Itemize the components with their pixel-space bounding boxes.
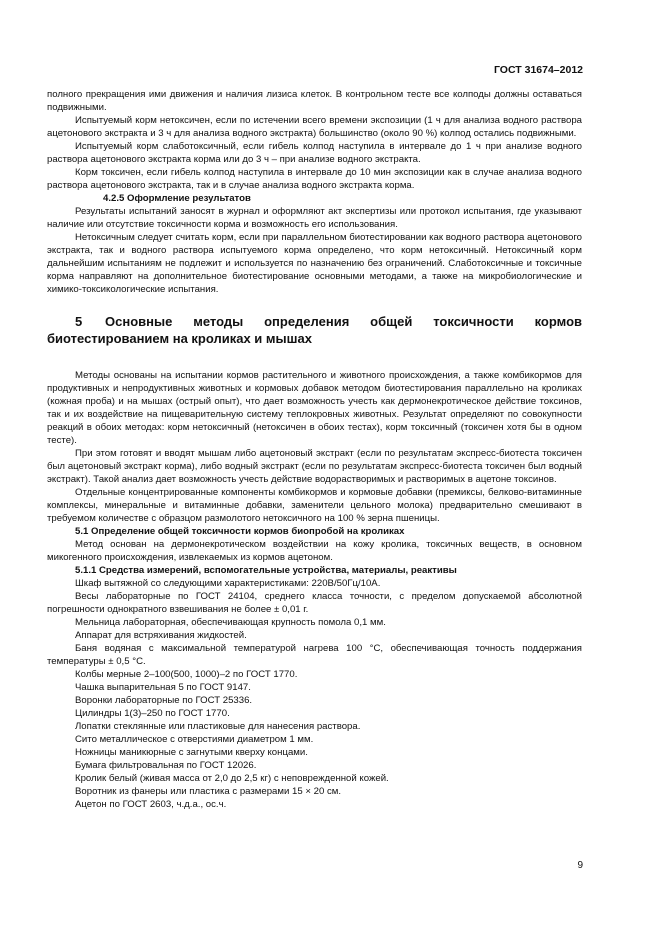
- paragraph-4: Корм токсичен, если гибель колпод наступила в интервале до 10 мин экспозиции как в случае анализа водного раствора ацетонового экстракта, так и в случае анализа водного экстракта корма.: [47, 167, 582, 191]
- equipment-item: Лопатки стеклянные или пластиковые для нанесения раствора.: [75, 721, 361, 732]
- paragraph-2: Испытуемый корм нетоксичен, если по истечении всего времени экспозиции (1 ч для анализа водного раствора ацетонового экстракта и 3 ч для анализа водного экстракта) большинство (около 90 %) колпод остались подвижными.: [47, 115, 582, 139]
- paragraph-1: полного прекращения ими движения и наличия лизиса клеток. В контрольном тесте все колподы должны оставаться подвижными.: [47, 89, 582, 113]
- equipment-item: Сито металлическое с отверстиями диаметром 1 мм.: [75, 734, 314, 745]
- equipment-item: Шкаф вытяжной со следующими характеристиками: 220В/50Гц/10А.: [75, 578, 381, 589]
- equipment-item: Колбы мерные 2–100(500, 1000)–2 по ГОСТ 1770.: [75, 669, 298, 680]
- page-number: 9: [577, 860, 583, 871]
- subsection-4-2-5-title: Оформление результатов: [127, 193, 251, 204]
- equipment-item: Аппарат для встряхивания жидкостей.: [75, 630, 247, 641]
- equipment-item: Цилиндры 1(3)–250 по ГОСТ 1770.: [75, 708, 230, 719]
- paragraph-8: При этом готовят и вводят мышам либо ацетоновый экстракт (если по результатам экспресс-биотеста токсичен был ацетоновый экстракт корма), либо водный экстракт (если по результатам экспресс-биотеста токсичен был водный экстракт). Такой анализ дает возможность учесть действие водорастворимых и растворимых в ацетоне токсинов.: [47, 448, 582, 485]
- subsection-4-2-5-heading: [47, 192, 582, 205]
- equipment-item: Воронки лабораторные по ГОСТ 25336.: [75, 695, 253, 706]
- equipment-item: Воротник из фанеры или пластика с размерами 15 × 20 см.: [75, 786, 342, 797]
- document-header-code: ГОСТ 31674–2012: [493, 64, 583, 76]
- equipment-item: Ножницы маникюрные с загнутыми кверху концами.: [75, 747, 308, 758]
- section-5-number: 5: [75, 314, 83, 329]
- equipment-item: Бумага фильтровальная по ГОСТ 12026.: [75, 760, 257, 771]
- document-body: [47, 88, 582, 811]
- equipment-item: Чашка выпарительная 5 по ГОСТ 9147.: [75, 682, 251, 693]
- subsection-5-1-heading: 5.1 Определение общей токсичности кормов биопробой на кроликах: [75, 526, 405, 537]
- paragraph-10: Метод основан на дермонекротическом воздействии на кожу кролика, токсичных веществ, в основном микогенного происхождения, извлекаемых из кормов ацетоном.: [47, 539, 582, 563]
- section-5-heading: [47, 313, 582, 347]
- equipment-item: Ацетон по ГОСТ 2603, ч.д.а., ос.ч.: [75, 799, 227, 810]
- subsection-5-1-1-heading: 5.1.1 Средства измерений, вспомогательные устройства, материалы, реактивы: [75, 565, 457, 576]
- paragraph-7: Методы основаны на испытании кормов растительного и животного происхождения, а также комбикормов для продуктивных и непродуктивных животных и кормовых добавок методом биотестирования параллельно на кроликах (кожная проба) и на мышах (острый опыт), что дает возможность учесть как дермонекротическое действие токсинов, так и их воздействие на пищеварительную систему теплокровных животных. Результат определяют по совокупности реакций в обоих методах: корм нетоксичный (нетоксичен в обоих тестах), корм токсичный (токсичен хотя бы в одном тесте).: [47, 370, 582, 446]
- equipment-list: [47, 577, 582, 811]
- subsection-4-2-5-number: 4.2.5: [103, 193, 125, 204]
- equipment-item: Кролик белый (живая масса от 2,0 до 2,5 кг) с неповрежденной кожей.: [75, 773, 389, 784]
- equipment-item: Весы лабораторные по ГОСТ 24104, среднего класса точности, с пределом допускаемой абсолютной погрешности однократного взвешивания не более ± 0,01 г.: [47, 591, 582, 615]
- paragraph-3: Испытуемый корм слаботоксичный, если гибель колпод наступила в интервале до 1 ч при анализе водного раствора ацетонового экстракта корма или до 3 ч – при анализе водного экстракта.: [47, 141, 582, 165]
- equipment-item: Баня водяная с максимальной температурой нагрева 100 °С, обеспечивающая точность поддержания температуры ± 0,5 °С.: [47, 643, 582, 667]
- section-5-title: Основные методы определения общей токсичности кормов биотестированием на кроликах и мышах: [47, 314, 582, 346]
- paragraph-9: Отдельные концентрированные компоненты комбикормов и кормовые добавки (премиксы, белково-витаминные комплексы, минеральные и витаминные добавки, заменители цельного молока) предварительно смешивают в требуемом количестве с образцом размолотого нетоксичного на 100 % зерна пшеницы.: [47, 487, 582, 524]
- equipment-item: Мельница лабораторная, обеспечивающая крупность помола 0,1 мм.: [75, 617, 386, 628]
- paragraph-6: Нетоксичным следует считать корм, если при параллельном биотестировании как водного раствора ацетонового экстракта, так и водного раствора испытуемого корма определено, что корм нетоксичный. Нетоксичный корм дальнейшим испытаниям не подлежит и используется по назначению без ограничений. Слаботоксичные и токсичные корма направляют на дополнительное биотестирование основными методами, а также на микробиологические и химико-токсикологические испытания.: [47, 232, 582, 295]
- paragraph-5: Результаты испытаний заносят в журнал и оформляют акт экспертизы или протокол испытания, где указывают наличие или отсутствие токсичности корма и возможность его использования.: [47, 206, 582, 230]
